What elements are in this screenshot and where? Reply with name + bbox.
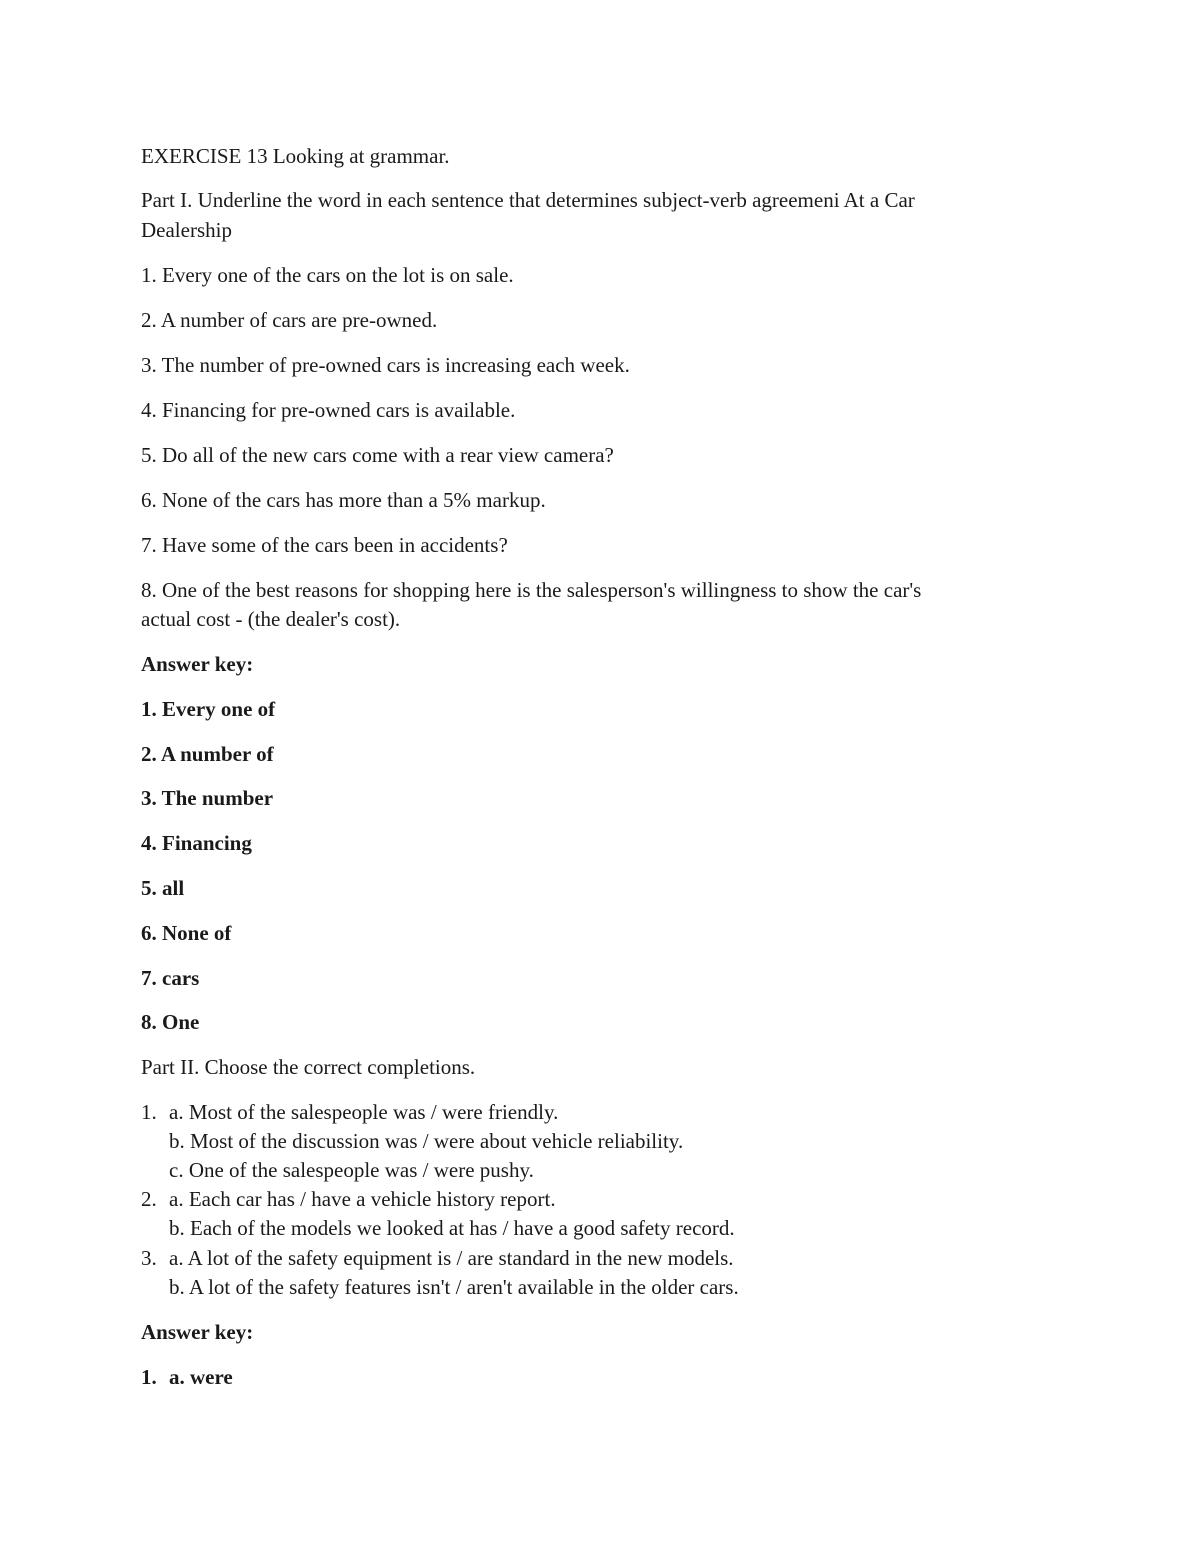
answer-8: 8. One: [141, 1010, 200, 1034]
answer-6: 6. None of: [141, 921, 232, 945]
part2-answer-1-number: 1.: [141, 1365, 157, 1389]
group-1-item-b: b. Most of the discussion was / were about vehicle reliability.: [169, 1129, 684, 1153]
part1-instruction: Part I. Underline the word in each sentence that determines subject-verb agreemeni At a Car: [141, 188, 915, 212]
answer-3: 3. The number: [141, 786, 274, 810]
sentence-6: 6. None of the cars has more than a 5% markup.: [141, 488, 546, 512]
sentence-3: 3. The number of pre-owned cars is increasing each week.: [141, 353, 630, 377]
group-2-number: 2.: [141, 1187, 157, 1211]
part1-instruction-cont: Dealership: [141, 218, 232, 242]
group-1-item-a: a. Most of the salespeople was / were friendly.: [169, 1100, 559, 1124]
part2-instruction: Part II. Choose the correct completions.: [141, 1055, 476, 1079]
group-1-item-c: c. One of the salespeople was / were pushy.: [169, 1158, 534, 1182]
sentence-5: 5. Do all of the new cars come with a rear view camera?: [141, 443, 614, 467]
part2-answer-1: a. were: [169, 1365, 233, 1389]
answer-2: 2. A number of: [141, 742, 274, 766]
group-3-number: 3.: [141, 1246, 157, 1270]
exercise-title: EXERCISE 13 Looking at grammar.: [141, 144, 450, 168]
group-2-item-b: b. Each of the models we looked at has / have a good safety record.: [169, 1216, 735, 1240]
answer-key-heading: Answer key:: [141, 652, 254, 676]
group-3-item-b: b. A lot of the safety features isn't / aren't available in the older cars.: [169, 1275, 739, 1299]
sentence-7: 7. Have some of the cars been in accidents?: [141, 533, 508, 557]
group-1-number: 1.: [141, 1100, 157, 1124]
group-2-item-a: a. Each car has / have a vehicle history report.: [169, 1187, 556, 1211]
sentence-4: 4. Financing for pre-owned cars is available.: [141, 398, 516, 422]
sentence-8-cont: actual cost - (the dealer's cost).: [141, 607, 401, 631]
answer-1: 1. Every one of: [141, 697, 276, 721]
sentence-1: 1. Every one of the cars on the lot is on sale.: [141, 263, 514, 287]
sentence-2: 2. A number of cars are pre-owned.: [141, 308, 438, 332]
answer-key-heading-2: Answer key:: [141, 1320, 254, 1344]
answer-4: 4. Financing: [141, 831, 252, 855]
sentence-8: 8. One of the best reasons for shopping here is the salesperson's willingness to show the car's: [141, 578, 922, 602]
answer-7: 7. cars: [141, 966, 200, 990]
answer-5: 5. all: [141, 876, 185, 900]
group-3-item-a: a. A lot of the safety equipment is / are standard in the new models.: [169, 1246, 734, 1270]
